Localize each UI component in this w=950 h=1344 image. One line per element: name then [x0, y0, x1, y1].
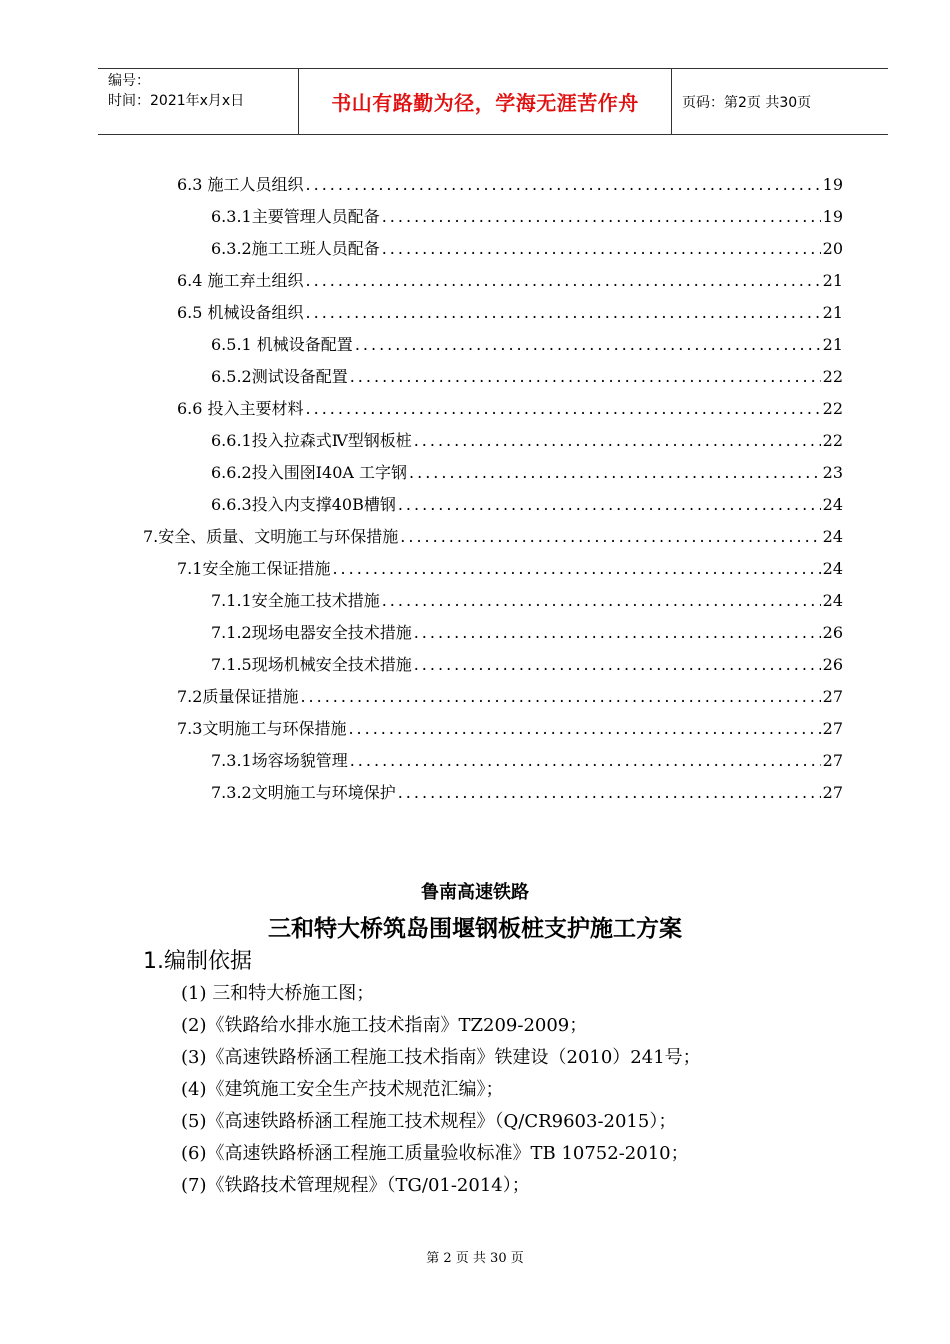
toc-entry-title: 7.1.1安全施工技术措施: [211, 591, 380, 610]
header-meta: [98, 69, 299, 134]
toc-entry-title: 7.1.5现场机械安全技术措施: [211, 655, 412, 674]
toc-entry[interactable]: [177, 684, 843, 714]
toc-entry-page: 22: [822, 399, 843, 418]
toc-entry-title: 6.3.1主要管理人员配备: [211, 207, 380, 226]
toc-entry-page: 24: [822, 559, 843, 578]
toc-leader-dots: [382, 239, 821, 258]
reference-item: (5)《高速铁路桥涵工程施工技术规程》（Q/CR9603-2015）；: [181, 1111, 677, 1132]
reference-item: (2)《铁路给水排水施工技术指南》TZ209-2009；: [181, 1015, 588, 1036]
toc-entry-title: 7.3.2文明施工与环境保护: [211, 783, 396, 802]
toc-entry[interactable]: [211, 236, 843, 266]
toc-entry-page: 21: [822, 303, 843, 322]
toc-leader-dots: [414, 431, 821, 450]
toc-entry[interactable]: [211, 652, 843, 682]
toc-leader-dots: [306, 399, 821, 418]
toc-entry[interactable]: [177, 300, 843, 330]
header-motto: 书山有路勤为径，学海无涯苦作舟: [299, 69, 672, 134]
toc-leader-dots: [398, 783, 821, 802]
toc-leader-dots: [382, 591, 821, 610]
toc-leader-dots: [414, 655, 821, 674]
toc-leader-dots: [409, 463, 821, 482]
toc-entry[interactable]: [211, 588, 843, 618]
reference-item: (4)《建筑施工安全生产技术规范汇编》；: [181, 1079, 504, 1100]
toc-entry-title: 6.6.1投入拉森式Ⅳ型钢板桩: [211, 431, 412, 450]
reference-list: [181, 978, 701, 1202]
document-title: 三和特大桥筑岛围堰钢板桩支护施工方案: [268, 916, 682, 942]
toc-entry-page: 26: [822, 655, 843, 674]
toc-entry-page: 24: [822, 527, 843, 546]
toc-leader-dots: [398, 495, 821, 514]
toc-entry[interactable]: [211, 332, 843, 362]
document-subtitle: 鲁南高速铁路: [421, 882, 529, 903]
toc-leader-dots: [306, 175, 821, 194]
toc-entry[interactable]: [177, 716, 843, 746]
toc-leader-dots: [300, 687, 820, 706]
header-page-label: 页码：第2页 共30页: [682, 94, 812, 111]
toc-entry-page: 22: [822, 367, 843, 386]
document-number-label: 编号：: [108, 73, 150, 89]
toc-entry-title: 6.5.2测试设备配置: [211, 367, 348, 386]
toc-entry-page: 19: [822, 207, 843, 226]
toc-entry-page: 24: [822, 591, 843, 610]
toc-entry[interactable]: [211, 492, 843, 522]
toc-leader-dots: [350, 751, 821, 770]
toc-leader-dots: [348, 719, 820, 738]
document-time-label: 时间：2021年x月x日: [108, 93, 245, 109]
reference-item: (7)《铁路技术管理规程》（TG/01-2014）；: [181, 1175, 530, 1196]
toc-entry-title: 6.4 施工弃土组织: [177, 271, 304, 290]
toc-entry-title: 7.1安全施工保证措施: [177, 559, 331, 578]
reference-item: (6)《高速铁路桥涵工程施工质量验收标准》TB 10752-2010；: [181, 1143, 689, 1164]
toc-entry-page: 19: [822, 175, 843, 194]
toc-entry-title: 6.6.2投入围囹I40A 工字钢: [211, 463, 408, 482]
toc-entry-title: 6.6 投入主要材料: [177, 399, 304, 418]
toc-entry[interactable]: [211, 364, 843, 394]
page-footer: 第 2 页 共 30 页: [426, 1251, 524, 1266]
toc-entry-page: 23: [822, 463, 843, 482]
toc-entry-title: 6.3.2施工工班人员配备: [211, 239, 380, 258]
toc-leader-dots: [350, 367, 821, 386]
toc-entry-page: 27: [822, 687, 843, 706]
toc-entry[interactable]: [211, 204, 843, 234]
toc-entry-page: 24: [822, 495, 843, 514]
toc-entry[interactable]: [211, 748, 843, 778]
toc-entry-page: 27: [822, 751, 843, 770]
toc-entry-page: 21: [822, 271, 843, 290]
toc-entry-title: 6.5.1 机械设备配置: [211, 335, 353, 354]
toc-leader-dots: [414, 623, 821, 642]
toc-entry-page: 22: [822, 431, 843, 450]
toc-leader-dots: [332, 559, 820, 578]
toc-leader-dots: [400, 527, 820, 546]
toc-entry[interactable]: [177, 396, 843, 426]
toc-leader-dots: [306, 303, 821, 322]
toc-entry[interactable]: [211, 460, 843, 490]
toc-leader-dots: [355, 335, 821, 354]
toc-entry-page: 21: [822, 335, 843, 354]
page-header: [98, 68, 888, 135]
toc-entry[interactable]: [211, 780, 843, 810]
toc-entry[interactable]: [211, 428, 843, 458]
toc-entry-page: 20: [822, 239, 843, 258]
toc-entry-page: 26: [822, 623, 843, 642]
toc-entry[interactable]: [177, 556, 843, 586]
toc-entry[interactable]: [177, 172, 843, 202]
toc-leader-dots: [382, 207, 821, 226]
toc-entry[interactable]: [177, 268, 843, 298]
toc-entry-title: 6.6.3投入内支撑40B槽钢: [211, 495, 396, 514]
toc-entry-title: 7.3.1场容场貌管理: [211, 751, 348, 770]
reference-item: (1) 三和特大桥施工图；: [181, 983, 375, 1004]
toc-entry-title: 7.3文明施工与环保措施: [177, 719, 347, 738]
toc-leader-dots: [306, 271, 821, 290]
toc-entry-title: 7.1.2现场电器安全技术措施: [211, 623, 412, 642]
toc-entry[interactable]: [143, 524, 843, 554]
toc-entry-page: 27: [822, 719, 843, 738]
toc-entry[interactable]: [211, 620, 843, 650]
toc-entry-title: 6.5 机械设备组织: [177, 303, 304, 322]
toc-entry-title: 6.3 施工人员组织: [177, 175, 304, 194]
toc-entry-title: 7.安全、质量、文明施工与环保措施: [143, 527, 399, 546]
reference-item: (3)《高速铁路桥涵工程施工技术指南》铁建设（2010）241号；: [181, 1047, 701, 1068]
toc-entry-page: 27: [822, 783, 843, 802]
toc-entry-title: 7.2质量保证措施: [177, 687, 299, 706]
section-heading: 1.编制依据: [143, 949, 252, 974]
